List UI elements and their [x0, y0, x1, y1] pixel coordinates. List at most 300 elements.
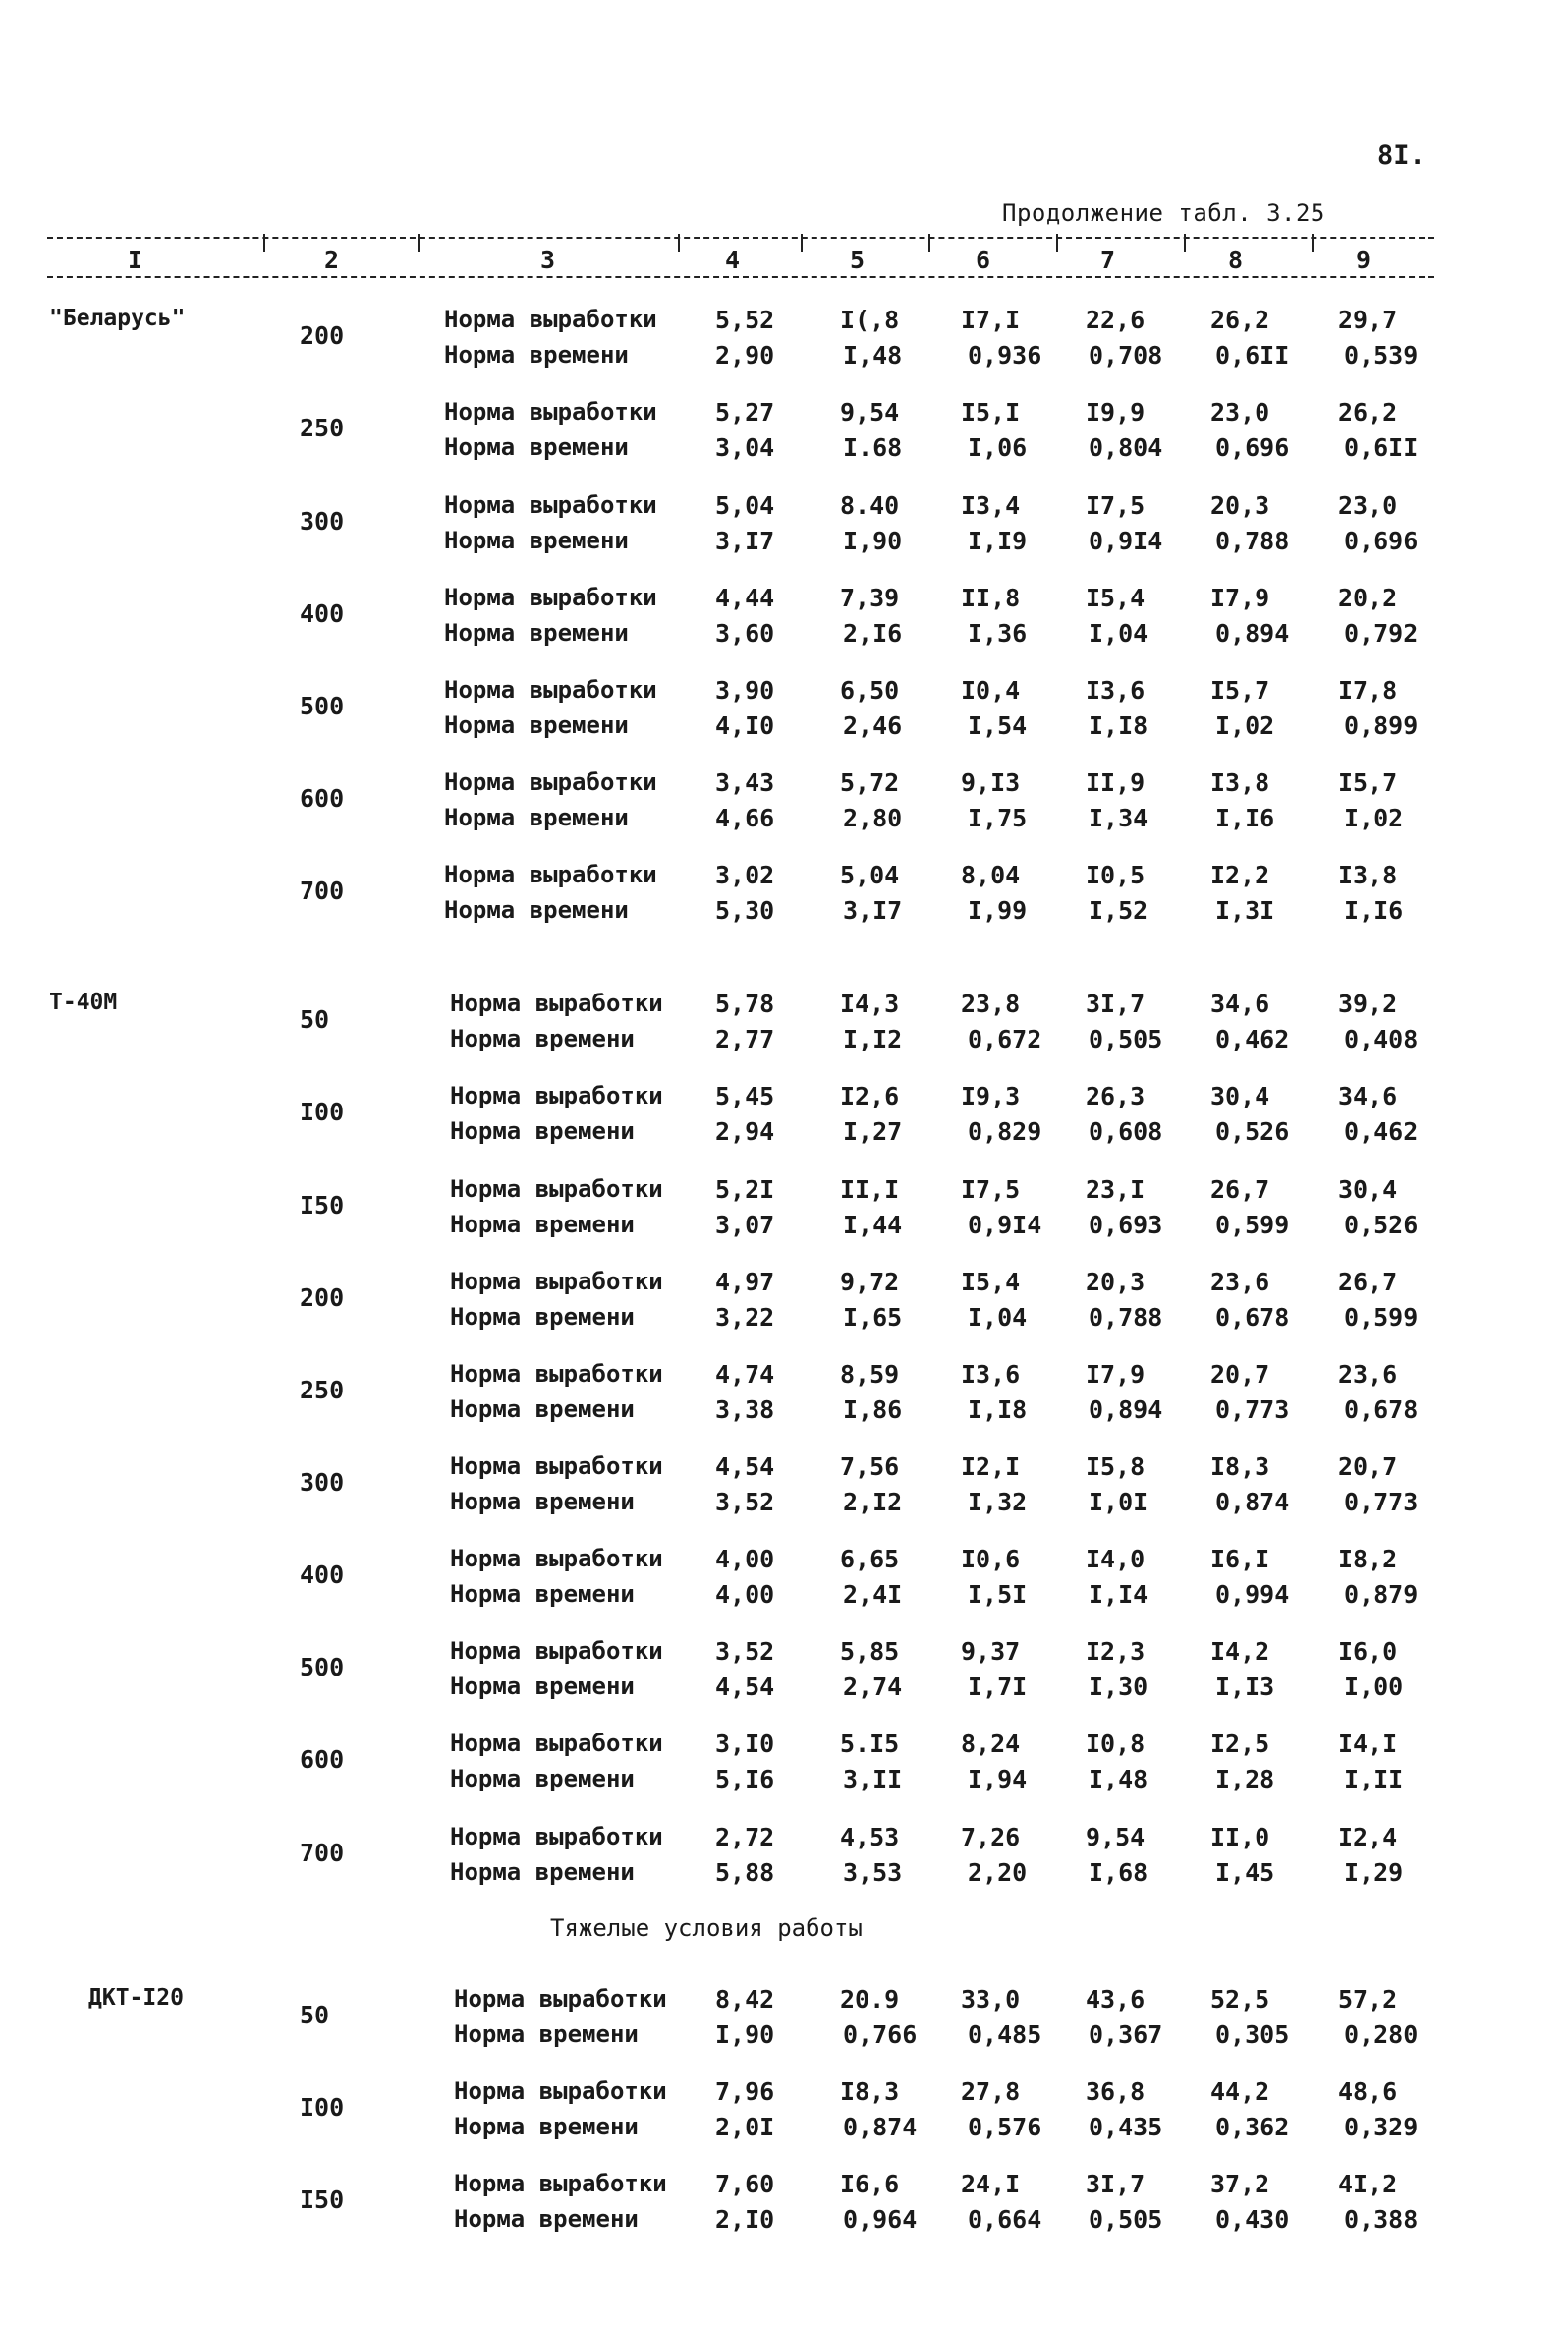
time-norm-value: 0,435 — [1089, 2113, 1163, 2141]
time-norm-value: I,90 — [843, 527, 903, 555]
time-norm-value: 0,539 — [1344, 341, 1419, 369]
time-norm-value: I,I9 — [968, 527, 1028, 555]
time-norm-value: I,45 — [1215, 1858, 1275, 1887]
time-norm-value: 0,804 — [1089, 433, 1163, 462]
output-norm-value: 9,37 — [961, 1637, 1021, 1666]
time-norm-value: 0,280 — [1344, 2020, 1419, 2049]
column-header-6: 6 — [976, 246, 991, 274]
time-norm-value: 0,672 — [968, 1025, 1042, 1053]
output-norm-value: 4,97 — [715, 1268, 775, 1296]
time-norm-value: I,52 — [1089, 896, 1148, 925]
output-norm-value: 4,00 — [715, 1545, 775, 1573]
time-norm-value: I,54 — [968, 711, 1028, 740]
output-norm-value: II,8 — [961, 584, 1021, 612]
output-norm-value: 7,60 — [715, 2170, 775, 2198]
time-norm-value: I,0I — [1089, 1488, 1148, 1516]
column-separator — [678, 234, 680, 252]
output-norm-value: 23,8 — [961, 990, 1021, 1018]
label-time-norm: Норма времени — [450, 1395, 635, 1423]
time-norm-value: 3,52 — [715, 1488, 775, 1516]
time-norm-value: 0,664 — [968, 2205, 1042, 2234]
time-norm-value: 0,899 — [1344, 711, 1419, 740]
time-norm-value: 4,I0 — [715, 711, 775, 740]
output-norm-value: I0,6 — [961, 1545, 1021, 1573]
time-norm-value: 0,462 — [1215, 1025, 1290, 1053]
time-norm-value: 0,792 — [1344, 619, 1419, 648]
output-norm-value: I4,0 — [1086, 1545, 1146, 1573]
time-norm-value: 3,I7 — [715, 527, 775, 555]
time-norm-value: I,II — [1344, 1765, 1404, 1793]
time-norm-value: 2,77 — [715, 1025, 775, 1053]
output-norm-value: I2,4 — [1338, 1823, 1398, 1851]
time-norm-value: I,48 — [843, 341, 903, 369]
time-norm-value: 0,773 — [1344, 1488, 1419, 1516]
label-time-norm: Норма времени — [444, 619, 629, 647]
label-output-norm: Норма выработки — [450, 1175, 663, 1203]
output-norm-value: 24,I — [961, 2170, 1021, 2198]
time-norm-value: I,02 — [1215, 711, 1275, 740]
output-norm-value: I6,0 — [1338, 1637, 1398, 1666]
time-norm-value: 0,788 — [1089, 1303, 1163, 1332]
column-header-7: 7 — [1100, 246, 1116, 274]
label-output-norm: Норма выработки — [450, 1637, 663, 1665]
label-time-norm: Норма времени — [454, 2113, 639, 2140]
label-time-norm: Норма времени — [450, 1303, 635, 1331]
time-norm-value: I,34 — [1089, 804, 1148, 832]
time-norm-value: 2,46 — [843, 711, 903, 740]
time-norm-value: I,I8 — [1089, 711, 1148, 740]
label-time-norm: Норма времени — [444, 341, 629, 369]
output-norm-value: I5,4 — [1086, 584, 1146, 612]
output-norm-value: I2,2 — [1210, 861, 1270, 889]
time-norm-value: 0,874 — [1215, 1488, 1290, 1516]
column-header-1: I — [128, 246, 143, 274]
output-norm-value: II,I — [840, 1175, 900, 1204]
time-norm-value: I,5I — [968, 1580, 1028, 1609]
time-norm-value: 4,66 — [715, 804, 775, 832]
time-norm-value: 3,53 — [843, 1858, 903, 1887]
column-header-9: 9 — [1356, 246, 1372, 274]
time-norm-value: 2,I0 — [715, 2205, 775, 2234]
label-output-norm: Норма выработки — [444, 861, 657, 888]
time-norm-value: 0,526 — [1215, 1117, 1290, 1146]
output-norm-value: 34,6 — [1210, 990, 1270, 1018]
output-norm-value: I4,2 — [1210, 1637, 1270, 1666]
output-norm-value: 57,2 — [1338, 1985, 1398, 2014]
output-norm-value: 2,72 — [715, 1823, 775, 1851]
time-norm-value: 0,696 — [1215, 433, 1290, 462]
label-output-norm: Норма выработки — [450, 1268, 663, 1295]
time-norm-value: 0,505 — [1089, 2205, 1163, 2234]
time-norm-value: I,27 — [843, 1117, 903, 1146]
output-norm-value: 8,42 — [715, 1985, 775, 2014]
output-norm-value: 20.9 — [840, 1985, 900, 2014]
machine-name: Т-40М — [49, 990, 118, 1015]
time-norm-value: 0,576 — [968, 2113, 1042, 2141]
time-norm-value: 0,388 — [1344, 2205, 1419, 2234]
output-norm-value: 39,2 — [1338, 990, 1398, 1018]
output-norm-value: 5,72 — [840, 768, 900, 797]
output-norm-value: 23,0 — [1210, 398, 1270, 426]
output-norm-value: I2,6 — [840, 1082, 900, 1110]
label-output-norm: Норма выработки — [454, 1985, 667, 2013]
label-output-norm: Норма выработки — [444, 768, 657, 796]
output-norm-value: I2,3 — [1086, 1637, 1146, 1666]
label-output-norm: Норма выработки — [450, 1823, 663, 1850]
label-output-norm: Норма выработки — [450, 1545, 663, 1572]
label-time-norm: Норма времени — [450, 1025, 635, 1052]
row-parameter: 400 — [300, 599, 345, 628]
time-norm-value: 0,894 — [1089, 1395, 1163, 1424]
column-separator — [263, 234, 265, 252]
label-output-norm: Норма выработки — [450, 1082, 663, 1109]
time-norm-value: 2,I6 — [843, 619, 903, 648]
output-norm-value: 23,6 — [1338, 1360, 1398, 1389]
output-norm-value: 22,6 — [1086, 306, 1146, 334]
label-output-norm: Норма выработки — [444, 398, 657, 426]
time-norm-value: 0,766 — [843, 2020, 918, 2049]
time-norm-value: I,I4 — [1089, 1580, 1148, 1609]
output-norm-value: I9,3 — [961, 1082, 1021, 1110]
output-norm-value: 20,3 — [1210, 491, 1270, 520]
time-norm-value: I,75 — [968, 804, 1028, 832]
output-norm-value: I5,7 — [1338, 768, 1398, 797]
output-norm-value: I4,I — [1338, 1730, 1398, 1758]
time-norm-value: I,I6 — [1215, 804, 1275, 832]
time-norm-value: 3,22 — [715, 1303, 775, 1332]
label-time-norm: Норма времени — [444, 896, 629, 924]
time-norm-value: 3,I7 — [843, 896, 903, 925]
row-parameter: 50 — [300, 1005, 330, 1034]
label-output-norm: Норма выработки — [444, 491, 657, 519]
machine-name: ДКТ-I20 — [88, 1985, 184, 2011]
time-norm-value: 3,60 — [715, 619, 775, 648]
time-norm-value: 2,94 — [715, 1117, 775, 1146]
time-norm-value: 2,0I — [715, 2113, 775, 2141]
column-separator — [1312, 234, 1314, 252]
output-norm-value: I5,7 — [1210, 676, 1270, 705]
output-norm-value: I8,3 — [840, 2077, 900, 2106]
time-norm-value: I,28 — [1215, 1765, 1275, 1793]
row-parameter: 300 — [300, 1468, 345, 1497]
output-norm-value: 9,I3 — [961, 768, 1021, 797]
header-top-rule — [47, 237, 1434, 239]
output-norm-value: 7,26 — [961, 1823, 1021, 1851]
time-norm-value: 0,678 — [1344, 1395, 1419, 1424]
output-norm-value: 44,2 — [1210, 2077, 1270, 2106]
output-norm-value: 5,27 — [715, 398, 775, 426]
time-norm-value: I,I8 — [968, 1395, 1028, 1424]
output-norm-value: 27,8 — [961, 2077, 1021, 2106]
time-norm-value: 4,54 — [715, 1673, 775, 1701]
label-output-norm: Норма выработки — [454, 2170, 667, 2197]
output-norm-value: I(,8 — [840, 306, 900, 334]
output-norm-value: 4,44 — [715, 584, 775, 612]
time-norm-value: 0,599 — [1215, 1211, 1290, 1239]
label-output-norm: Норма выработки — [450, 1360, 663, 1388]
time-norm-value: 0,773 — [1215, 1395, 1290, 1424]
label-output-norm: Норма выработки — [444, 306, 657, 333]
time-norm-value: 2,4I — [843, 1580, 903, 1609]
output-norm-value: 30,4 — [1210, 1082, 1270, 1110]
row-parameter: 300 — [300, 507, 345, 536]
time-norm-value: I,44 — [843, 1211, 903, 1239]
time-norm-value: I,7I — [968, 1673, 1028, 1701]
time-norm-value: I,30 — [1089, 1673, 1148, 1701]
output-norm-value: I4,3 — [840, 990, 900, 1018]
time-norm-value: I,3I — [1215, 896, 1275, 925]
label-time-norm: Норма времени — [454, 2020, 639, 2048]
time-norm-value: 0,430 — [1215, 2205, 1290, 2234]
output-norm-value: 29,7 — [1338, 306, 1398, 334]
time-norm-value: 0,362 — [1215, 2113, 1290, 2141]
output-norm-value: 26,2 — [1338, 398, 1398, 426]
output-norm-value: 5,78 — [715, 990, 775, 1018]
time-norm-value: 5,30 — [715, 896, 775, 925]
output-norm-value: I7,8 — [1338, 676, 1398, 705]
output-norm-value: I0,4 — [961, 676, 1021, 705]
label-time-norm: Норма времени — [444, 711, 629, 739]
label-time-norm: Норма времени — [450, 1673, 635, 1700]
output-norm-value: 3I,7 — [1086, 2170, 1146, 2198]
time-norm-value: I,48 — [1089, 1765, 1148, 1793]
time-norm-value: 3,04 — [715, 433, 775, 462]
output-norm-value: 9,54 — [840, 398, 900, 426]
output-norm-value: 3,43 — [715, 768, 775, 797]
output-norm-value: 7,39 — [840, 584, 900, 612]
output-norm-value: I3,8 — [1210, 768, 1270, 797]
time-norm-value: 3,II — [843, 1765, 903, 1793]
column-separator — [928, 234, 930, 252]
section-heavy-conditions-title: Тяжелые условия работы — [550, 1914, 863, 1942]
output-norm-value: 36,8 — [1086, 2077, 1146, 2106]
output-norm-value: I6,6 — [840, 2170, 900, 2198]
time-norm-value: I,86 — [843, 1395, 903, 1424]
time-norm-value: I,65 — [843, 1303, 903, 1332]
label-time-norm: Норма времени — [454, 2205, 639, 2233]
label-time-norm: Норма времени — [444, 433, 629, 461]
time-norm-value: I,94 — [968, 1765, 1028, 1793]
row-parameter: I50 — [300, 2186, 345, 2214]
output-norm-value: II,9 — [1086, 768, 1146, 797]
output-norm-value: 26,2 — [1210, 306, 1270, 334]
time-norm-value: 3,38 — [715, 1395, 775, 1424]
time-norm-value: 0,708 — [1089, 341, 1163, 369]
row-parameter: 400 — [300, 1561, 345, 1589]
output-norm-value: 3,02 — [715, 861, 775, 889]
time-norm-value: I,I2 — [843, 1025, 903, 1053]
output-norm-value: I0,8 — [1086, 1730, 1146, 1758]
output-norm-value: 3I,7 — [1086, 990, 1146, 1018]
time-norm-value: 0,964 — [843, 2205, 918, 2234]
time-norm-value: I,06 — [968, 433, 1028, 462]
row-parameter: 250 — [300, 414, 345, 442]
output-norm-value: I5,I — [961, 398, 1021, 426]
label-output-norm: Норма выработки — [444, 584, 657, 611]
output-norm-value: 23,0 — [1338, 491, 1398, 520]
output-norm-value: I8,2 — [1338, 1545, 1398, 1573]
output-norm-value: 8,04 — [961, 861, 1021, 889]
time-norm-value: 0,936 — [968, 341, 1042, 369]
output-norm-value: 8.40 — [840, 491, 900, 520]
label-time-norm: Норма времени — [450, 1580, 635, 1608]
time-norm-value: 2,20 — [968, 1858, 1028, 1887]
label-output-norm: Норма выработки — [450, 990, 663, 1017]
time-norm-value: 0,6II — [1215, 341, 1290, 369]
label-time-norm: Норма времени — [444, 527, 629, 554]
output-norm-value: 20,7 — [1210, 1360, 1270, 1389]
time-norm-value: 0,608 — [1089, 1117, 1163, 1146]
time-norm-value: 0,505 — [1089, 1025, 1163, 1053]
label-output-norm: Норма выработки — [450, 1452, 663, 1480]
time-norm-value: I.68 — [843, 433, 903, 462]
output-norm-value: 4,74 — [715, 1360, 775, 1389]
output-norm-value: 7,56 — [840, 1452, 900, 1481]
time-norm-value: 0,526 — [1344, 1211, 1419, 1239]
column-separator — [1184, 234, 1186, 252]
row-parameter: 200 — [300, 1283, 345, 1312]
time-norm-value: I,00 — [1344, 1673, 1404, 1701]
time-norm-value: 0,994 — [1215, 1580, 1290, 1609]
output-norm-value: 6,65 — [840, 1545, 900, 1573]
output-norm-value: I3,6 — [961, 1360, 1021, 1389]
output-norm-value: 5,45 — [715, 1082, 775, 1110]
output-norm-value: 26,3 — [1086, 1082, 1146, 1110]
output-norm-value: I2,5 — [1210, 1730, 1270, 1758]
time-norm-value: 2,I2 — [843, 1488, 903, 1516]
output-norm-value: 20,3 — [1086, 1268, 1146, 1296]
output-norm-value: 43,6 — [1086, 1985, 1146, 2014]
output-norm-value: 5.I5 — [840, 1730, 900, 1758]
output-norm-value: I3,6 — [1086, 676, 1146, 705]
time-norm-value: 5,I6 — [715, 1765, 775, 1793]
column-header-8: 8 — [1228, 246, 1244, 274]
output-norm-value: I7,9 — [1210, 584, 1270, 612]
time-norm-value: I,68 — [1089, 1858, 1148, 1887]
time-norm-value: I,I3 — [1215, 1673, 1275, 1701]
time-norm-value: I,29 — [1344, 1858, 1404, 1887]
column-header-2: 2 — [324, 246, 340, 274]
output-norm-value: 37,2 — [1210, 2170, 1270, 2198]
output-norm-value: 33,0 — [961, 1985, 1021, 2014]
output-norm-value: 34,6 — [1338, 1082, 1398, 1110]
row-parameter: 500 — [300, 1653, 345, 1681]
row-parameter: 500 — [300, 692, 345, 720]
output-norm-value: 3,90 — [715, 676, 775, 705]
time-norm-value: I,04 — [968, 1303, 1028, 1332]
time-norm-value: 2,80 — [843, 804, 903, 832]
output-norm-value: 5,85 — [840, 1637, 900, 1666]
table-continuation-caption: Продолжение табл. 3.25 — [1002, 199, 1325, 227]
output-norm-value: I7,5 — [961, 1175, 1021, 1204]
row-parameter: 700 — [300, 877, 345, 905]
time-norm-value: 5,88 — [715, 1858, 775, 1887]
output-norm-value: I3,4 — [961, 491, 1021, 520]
row-parameter: I00 — [300, 1098, 345, 1126]
row-parameter: 200 — [300, 321, 345, 350]
label-time-norm: Норма времени — [450, 1765, 635, 1792]
label-output-norm: Норма выработки — [444, 676, 657, 704]
output-norm-value: 5,2I — [715, 1175, 775, 1204]
output-norm-value: I8,3 — [1210, 1452, 1270, 1481]
label-output-norm: Норма выработки — [450, 1730, 663, 1757]
output-norm-value: 5,52 — [715, 306, 775, 334]
row-parameter: 700 — [300, 1839, 345, 1867]
time-norm-value: I,02 — [1344, 804, 1404, 832]
label-time-norm: Норма времени — [450, 1488, 635, 1515]
output-norm-value: I6,I — [1210, 1545, 1270, 1573]
output-norm-value: 3,I0 — [715, 1730, 775, 1758]
time-norm-value: 0,874 — [843, 2113, 918, 2141]
output-norm-value: 23,6 — [1210, 1268, 1270, 1296]
time-norm-value: I,I6 — [1344, 896, 1404, 925]
time-norm-value: 0,829 — [968, 1117, 1042, 1146]
output-norm-value: I7,9 — [1086, 1360, 1146, 1389]
time-norm-value: 2,74 — [843, 1673, 903, 1701]
time-norm-value: 0,879 — [1344, 1580, 1419, 1609]
output-norm-value: 20,7 — [1338, 1452, 1398, 1481]
output-norm-value: I2,I — [961, 1452, 1021, 1481]
time-norm-value: 0,6II — [1344, 433, 1419, 462]
time-norm-value: 0,462 — [1344, 1117, 1419, 1146]
time-norm-value: 4,00 — [715, 1580, 775, 1609]
time-norm-value: 0,9I4 — [1089, 527, 1163, 555]
time-norm-value: 0,599 — [1344, 1303, 1419, 1332]
row-parameter: 250 — [300, 1376, 345, 1404]
output-norm-value: II,0 — [1210, 1823, 1270, 1851]
time-norm-value: 2,90 — [715, 341, 775, 369]
row-parameter: I00 — [300, 2093, 345, 2122]
row-parameter: 600 — [300, 784, 345, 813]
time-norm-value: 0,693 — [1089, 1211, 1163, 1239]
output-norm-value: 26,7 — [1210, 1175, 1270, 1204]
output-norm-value: I7,I — [961, 306, 1021, 334]
output-norm-value: 3,52 — [715, 1637, 775, 1666]
column-header-3: 3 — [540, 246, 556, 274]
time-norm-value: 0,367 — [1089, 2020, 1163, 2049]
column-separator — [1056, 234, 1058, 252]
output-norm-value: 4,54 — [715, 1452, 775, 1481]
row-parameter: I50 — [300, 1191, 345, 1220]
label-time-norm: Норма времени — [450, 1858, 635, 1886]
time-norm-value: 3,07 — [715, 1211, 775, 1239]
output-norm-value: 9,72 — [840, 1268, 900, 1296]
column-header-4: 4 — [725, 246, 741, 274]
row-parameter: 50 — [300, 2001, 330, 2029]
output-norm-value: 4,53 — [840, 1823, 900, 1851]
time-norm-value: I,90 — [715, 2020, 775, 2049]
label-time-norm: Норма времени — [444, 804, 629, 831]
column-header-5: 5 — [850, 246, 866, 274]
output-norm-value: 5,04 — [840, 861, 900, 889]
output-norm-value: 30,4 — [1338, 1175, 1398, 1204]
output-norm-value: 26,7 — [1338, 1268, 1398, 1296]
time-norm-value: 0,9I4 — [968, 1211, 1042, 1239]
output-norm-value: I3,8 — [1338, 861, 1398, 889]
machine-name: "Беларусь" — [49, 306, 186, 331]
output-norm-value: I7,5 — [1086, 491, 1146, 520]
header-bottom-rule — [47, 276, 1434, 278]
time-norm-value: 0,408 — [1344, 1025, 1419, 1053]
output-norm-value: 7,96 — [715, 2077, 775, 2106]
time-norm-value: I,99 — [968, 896, 1028, 925]
output-norm-value: 4I,2 — [1338, 2170, 1398, 2198]
time-norm-value: 0,485 — [968, 2020, 1042, 2049]
output-norm-value: 20,2 — [1338, 584, 1398, 612]
time-norm-value: 0,788 — [1215, 527, 1290, 555]
time-norm-value: I,32 — [968, 1488, 1028, 1516]
time-norm-value: 0,329 — [1344, 2113, 1419, 2141]
